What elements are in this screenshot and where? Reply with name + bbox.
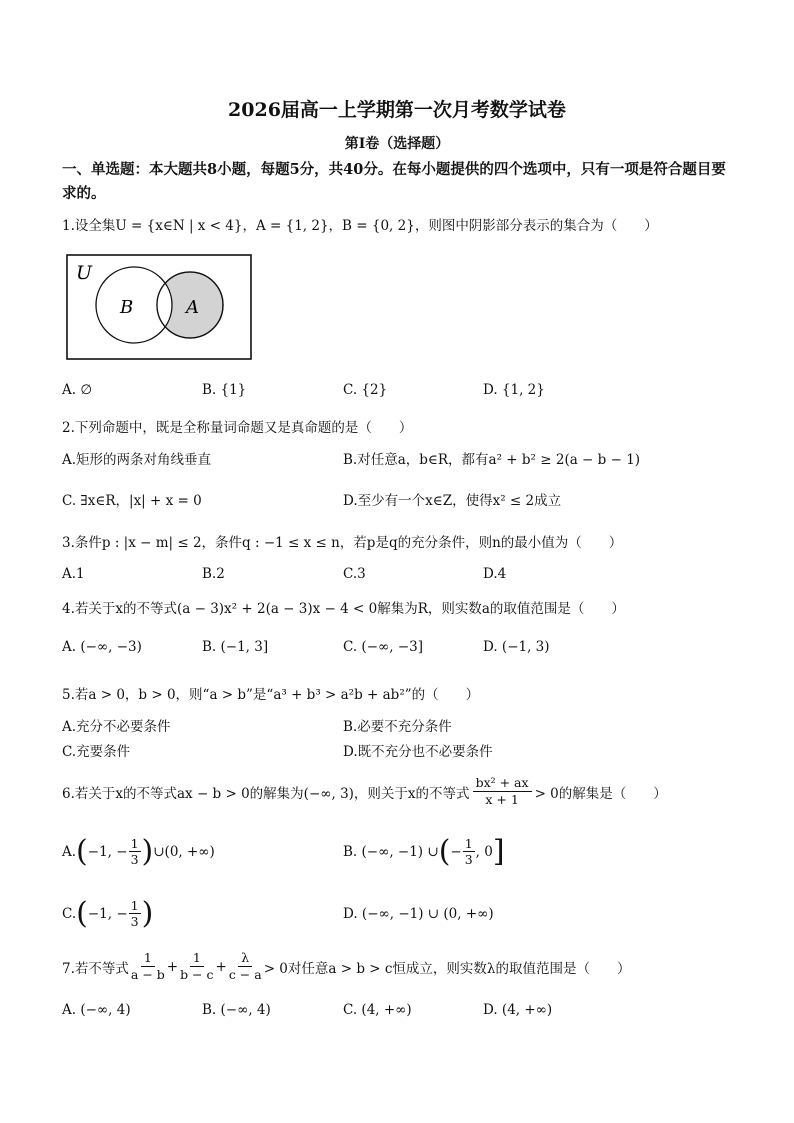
q2-option-c[interactable]: C. ∃x∈R，|x| + x = 0 — [62, 493, 202, 509]
q6b-frac-num: 1 — [464, 836, 473, 851]
q6-option-d[interactable]: D. (−∞, −1) ∪ (0, +∞) — [343, 906, 494, 922]
q7-plus-1: + — [166, 958, 179, 975]
q7-stem-pre: 7.若不等式 — [62, 960, 129, 977]
question-5-stem: 5.若a > 0，b > 0，则“a > b”是“a³ + b³ > a²b + ab²”的（ ） — [62, 687, 480, 703]
q2-option-b[interactable]: B.对任意a，b∈R，都有a² + b² ≥ 2(a − b − 1) — [343, 452, 641, 468]
q7-stem-post: > 0对任意a > b > c恒成立，则实数λ的取值范围是（ ） — [263, 960, 631, 977]
q6a-open-paren: ( — [76, 833, 88, 869]
q6-frac-num: bx² + ax — [473, 775, 532, 792]
q7-option-a[interactable]: A. (−∞, 4) — [62, 1002, 131, 1018]
q7-fraction-2 — [180, 950, 213, 983]
q6a-frac-num: 1 — [130, 836, 139, 851]
q6a-label: A. — [62, 843, 77, 860]
q6a-close-paren: ) — [141, 833, 154, 869]
q7-option-d[interactable]: D. (4, +∞) — [483, 1002, 553, 1018]
q4-option-b[interactable]: B. (−1, 3] — [202, 639, 269, 655]
q6-option-b[interactable] — [343, 833, 505, 869]
question-6-stem — [62, 775, 667, 808]
q6b-frac-den: 3 — [464, 852, 473, 867]
q6-fraction — [473, 775, 532, 808]
q7-option-b[interactable]: B. (−∞, 4) — [202, 1002, 271, 1018]
q6-option-c[interactable] — [62, 895, 154, 931]
q6-stem-pre: 6.若关于x的不等式ax − b > 0的解集为(−∞, 3)，则关于x的不等式 — [62, 785, 470, 802]
q1-option-b[interactable]: B. {1} — [202, 382, 247, 398]
q6c-frac-num: 1 — [130, 898, 139, 913]
q4-option-d[interactable]: D. (−1, 3) — [483, 639, 550, 655]
q6c-fraction — [129, 898, 141, 929]
q6c-left: −1, − — [87, 905, 128, 922]
question-3-stem: 3.条件p : |x − m| ≤ 2，条件q : −1 ≤ x ≤ n，若p是q的充分条件，则n的最小值为（ ） — [62, 535, 623, 551]
q7-option-c[interactable]: C. (4, +∞) — [343, 1002, 412, 1018]
q5-option-d[interactable]: D.既不充分也不必要条件 — [343, 744, 493, 760]
question-4-stem: 4.若关于x的不等式(a − 3)x² + 2(a − 3)x − 4 < 0解集为R，则实数a的取值范围是（ ） — [62, 601, 625, 617]
q3-option-c[interactable]: C.3 — [343, 566, 366, 582]
q6b-label: B. (−∞, −1) ∪ — [343, 843, 439, 860]
q6c-frac-den: 3 — [130, 914, 139, 929]
section-heading: 一、单选题：本大题共8小题，每题5分，共40分。在每小题提供的四个选项中，只有一项是符合题目要求的。 — [62, 161, 726, 202]
q1-option-c[interactable]: C. {2} — [343, 382, 388, 398]
q6b-fraction — [463, 836, 475, 867]
q6b-close-paren: ] — [492, 833, 505, 869]
q3-option-a[interactable]: A.1 — [62, 566, 85, 582]
q6-frac-den: x + 1 — [485, 792, 519, 807]
q3-option-b[interactable]: B.2 — [202, 566, 225, 582]
q7-f1-den: a − b — [130, 967, 165, 982]
q6a-frac-den: 3 — [130, 852, 139, 867]
q1-option-d[interactable]: D. {1, 2} — [483, 382, 545, 398]
q6b-open-paren: ( — [438, 833, 451, 869]
q6a-post: ∪(0, +∞) — [153, 843, 215, 860]
q5-option-a[interactable]: A.充分不必要条件 — [62, 719, 171, 735]
q7-fraction-3 — [229, 950, 262, 983]
q6a-fraction — [129, 836, 141, 867]
q6c-open-paren: ( — [76, 895, 88, 931]
q5-option-c[interactable]: C.充要条件 — [62, 744, 131, 760]
q6-option-a[interactable] — [62, 833, 215, 869]
q7-plus-2: + — [215, 958, 227, 975]
q6b-left: − — [450, 843, 462, 860]
q6b-post: , 0 — [475, 843, 493, 860]
q6c-close-paren: ) — [141, 895, 154, 931]
q2-option-d[interactable]: D.至少有一个x∈Z，使得x² ≤ 2成立 — [343, 493, 562, 509]
question-1-stem: 1.设全集U = {x∈N | x < 4}，A = {1, 2}，B = {0, 2}，则图中阴影部分表示的集合为（ ） — [62, 218, 658, 234]
q7-f3-den: c − a — [228, 967, 262, 982]
q6a-left: −1, − — [87, 843, 128, 860]
label-u: U — [76, 262, 93, 284]
q4-option-a[interactable]: A. (−∞, −3) — [62, 639, 142, 655]
q7-fraction-1 — [131, 950, 165, 983]
label-b: B — [120, 297, 134, 318]
q1-option-a[interactable]: A. ∅ — [62, 382, 93, 398]
exam-title: 2026届高一上学期第一次月考数学试卷 — [228, 99, 566, 121]
label-a: A — [186, 297, 199, 318]
q2-option-a[interactable]: A.矩形的两条对角线垂直 — [62, 452, 212, 468]
question-2-stem: 2.下列命题中，既是全称量词命题又是真命题的是（ ） — [62, 420, 413, 436]
q3-option-d[interactable]: D.4 — [483, 566, 507, 582]
q6c-label: C. — [62, 905, 77, 922]
q5-option-b[interactable]: B.必要不充分条件 — [343, 719, 452, 735]
part-heading: 第Ⅰ卷（选择题） — [344, 136, 450, 152]
q4-option-c[interactable]: C. (−∞, −3] — [343, 639, 424, 655]
venn-diagram — [66, 254, 252, 360]
q7-f2-num: 1 — [190, 950, 204, 967]
question-7-stem — [62, 950, 631, 983]
q6-stem-post: > 0的解集是（ ） — [534, 785, 667, 802]
q7-f3-num: λ — [238, 950, 252, 967]
q7-f2-den: b − c — [180, 967, 214, 982]
q7-f1-num: 1 — [141, 950, 155, 967]
